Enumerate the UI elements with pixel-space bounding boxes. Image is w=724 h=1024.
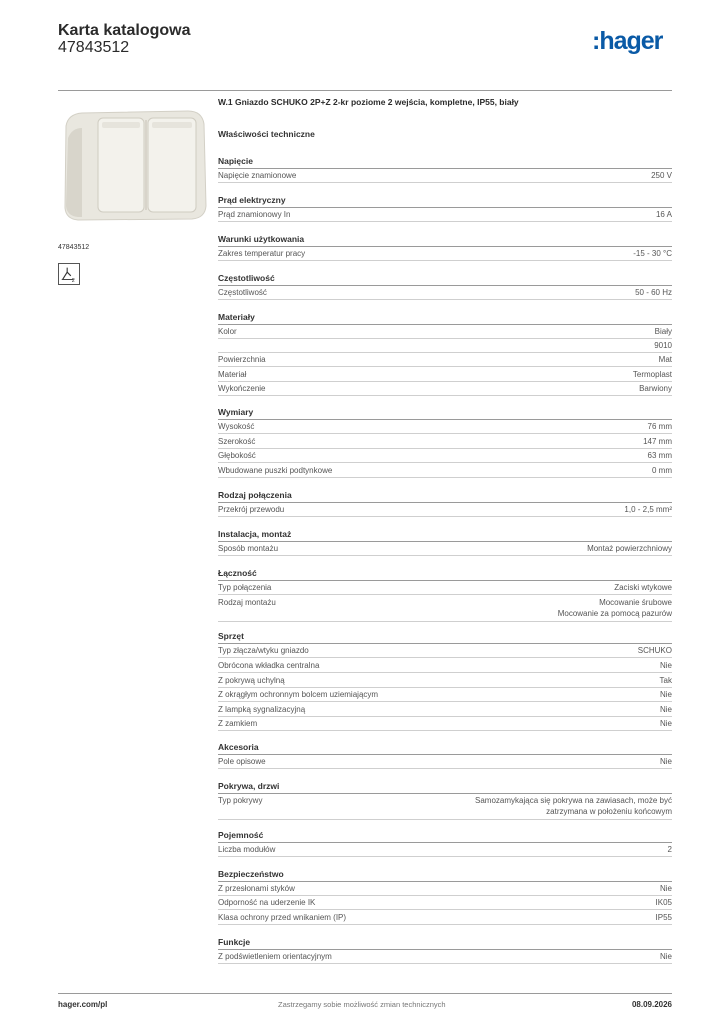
property-label: Sposób montażu <box>218 544 279 553</box>
property-row <box>218 755 672 769</box>
section-header <box>218 630 672 644</box>
installation-pictogram-icon <box>58 263 80 285</box>
section-title: Łączność <box>218 568 257 578</box>
property-value: 2 <box>667 845 672 854</box>
section-header <box>218 406 672 420</box>
property-value: SCHUKO <box>637 646 672 655</box>
row-divider <box>218 477 672 478</box>
property-row <box>218 882 672 896</box>
property-value: 1,0 - 2,5 mm² <box>624 505 672 514</box>
property-value: Nie <box>659 884 672 893</box>
property-row <box>218 542 672 556</box>
row-divider <box>218 462 672 463</box>
property-row <box>218 435 672 449</box>
property-value: IP55 <box>655 913 672 922</box>
property-value: Barwiony <box>639 384 672 393</box>
section-title: Instalacja, montaż <box>218 529 292 539</box>
property-label: Z okrągłym ochronnym bolcem uziemiającym <box>218 690 379 699</box>
product-heading: W.1 Gniazdo SCHUKO 2P+Z 2-kr poziome 2 wejścia, kompletne, IP55, biały <box>218 97 519 107</box>
property-label: Z zamkiem <box>218 719 258 728</box>
property-value: Mat <box>658 355 672 364</box>
row-divider <box>218 819 672 820</box>
section-title: Wymiary <box>218 407 254 417</box>
property-row <box>218 659 672 673</box>
property-row <box>218 382 672 396</box>
property-label: Z lampką sygnalizacyjną <box>218 705 306 714</box>
property-row <box>218 339 672 353</box>
property-label: Liczba modułów <box>218 845 276 854</box>
property-row <box>218 644 672 658</box>
property-value: 9010 <box>654 341 672 350</box>
property-label: Powierzchnia <box>218 355 266 364</box>
property-value: Montaż powierzchniowy <box>587 544 672 553</box>
property-label: Przekrój przewodu <box>218 505 285 514</box>
property-row <box>218 247 672 261</box>
row-divider <box>218 221 672 222</box>
section-title: Sprzęt <box>218 631 244 641</box>
property-value: 0 mm <box>652 466 672 475</box>
section-header <box>218 780 672 794</box>
section-title: Napięcie <box>218 156 253 166</box>
section-header <box>218 194 672 208</box>
property-label: Napięcie znamionowe <box>218 171 297 180</box>
svg-text:2: 2 <box>71 278 75 285</box>
property-value: Zaciski wtykowe <box>614 583 672 592</box>
property-value: 147 mm <box>643 437 672 446</box>
section-title: Prąd elektryczny <box>218 195 286 205</box>
property-row <box>218 703 672 717</box>
property-value: Nie <box>659 719 672 728</box>
row-divider <box>218 856 672 857</box>
section-header <box>218 311 672 325</box>
section-title: Rodzaj połączenia <box>218 490 292 500</box>
section-title: Bezpieczeństwo <box>218 869 284 879</box>
property-row <box>218 208 672 222</box>
property-value: -15 - 30 °C <box>633 249 672 258</box>
row-divider <box>218 909 672 910</box>
property-row <box>218 464 672 478</box>
section-header <box>218 829 672 843</box>
hager-logo-text: :hager <box>592 27 663 55</box>
image-number: 47843512 <box>58 244 90 251</box>
footer-website-link[interactable]: hager.com/pl <box>58 1000 108 1009</box>
section-header <box>218 741 672 755</box>
property-value-line: Mocowanie śrubowe <box>599 598 672 607</box>
property-label: Wysokość <box>218 422 255 431</box>
properties-title <box>218 128 672 142</box>
property-label: Częstotliwość <box>218 288 267 297</box>
section-header <box>218 936 672 950</box>
section-header <box>218 233 672 247</box>
property-row <box>218 843 672 857</box>
property-label: Rodzaj montażu <box>218 598 276 607</box>
property-row <box>218 503 672 517</box>
row-divider <box>218 924 672 925</box>
footer-date: 08.09.2026 <box>631 1000 672 1009</box>
property-row <box>218 688 672 702</box>
property-value: 250 V <box>651 171 672 180</box>
document-number: 47843512 <box>58 39 130 56</box>
document-title: Karta katalogowa <box>58 22 191 39</box>
property-label: Pole opisowe <box>218 757 266 766</box>
property-value-line: zatrzymana w położeniu końcowym <box>546 807 672 816</box>
row-divider <box>218 768 672 769</box>
property-label: Obrócona wkładka centralna <box>218 661 320 670</box>
row-divider <box>218 555 672 556</box>
footer-disclaimer: Zastrzegamy sobie możliwość zmian technicznych <box>278 1000 446 1009</box>
row-divider <box>218 260 672 261</box>
hager-logo <box>592 27 674 57</box>
property-value: Termoplast <box>632 370 672 379</box>
section-title: Pokrywa, drzwi <box>218 781 280 791</box>
row-divider <box>218 701 672 702</box>
section-header <box>218 567 672 581</box>
property-label: Wbudowane puszki podtynkowe <box>218 466 333 475</box>
section-header <box>218 272 672 286</box>
property-row <box>218 794 672 820</box>
property-label: Z pokrywą uchylną <box>218 676 285 685</box>
property-label: Typ pokrywy <box>218 796 263 805</box>
row-divider <box>218 366 672 367</box>
row-divider <box>218 730 672 731</box>
property-value: Nie <box>659 705 672 714</box>
row-divider <box>218 516 672 517</box>
row-divider <box>218 299 672 300</box>
section-header <box>218 868 672 882</box>
section-title: Funkcje <box>218 937 251 947</box>
property-row <box>218 911 672 925</box>
property-value <box>475 795 672 817</box>
property-value: Nie <box>659 690 672 699</box>
row-divider <box>218 433 672 434</box>
property-row <box>218 596 672 622</box>
property-value <box>558 597 672 619</box>
property-row <box>218 674 672 688</box>
row-divider <box>218 621 672 622</box>
property-label: Prąd znamionowy In <box>218 210 291 219</box>
property-row <box>218 950 672 964</box>
property-row <box>218 353 672 367</box>
property-value: Nie <box>659 757 672 766</box>
footer-divider <box>58 993 672 994</box>
property-value: Nie <box>659 952 672 961</box>
property-value-line: Samozamykająca się pokrywa na zawiasach, może być <box>475 796 672 805</box>
property-row <box>218 325 672 339</box>
section-title: Częstotliwość <box>218 273 275 283</box>
property-label: Kolor <box>218 327 237 336</box>
property-label: Głębokość <box>218 451 256 460</box>
property-value: 50 - 60 Hz <box>635 288 672 297</box>
section-title: Warunki użytkowania <box>218 234 305 244</box>
section-header <box>218 155 672 169</box>
property-label: Materiał <box>218 370 247 379</box>
row-divider <box>218 594 672 595</box>
product-image <box>58 98 210 234</box>
row-divider <box>218 672 672 673</box>
header-divider <box>58 90 672 91</box>
property-value-line: Mocowanie za pomocą pazurów <box>557 609 672 618</box>
property-label: Z przesłonami styków <box>218 884 295 893</box>
properties-title-label: Właściwości techniczne <box>218 129 315 139</box>
row-divider <box>218 395 672 396</box>
property-label: Szerokość <box>218 437 256 446</box>
property-value: Tak <box>659 676 672 685</box>
property-value: 63 mm <box>647 451 672 460</box>
property-row <box>218 717 672 731</box>
row-divider <box>218 182 672 183</box>
section-title: Pojemność <box>218 830 264 840</box>
property-label: Z podświetleniem orientacyjnym <box>218 952 332 961</box>
property-row <box>218 449 672 463</box>
property-row <box>218 420 672 434</box>
property-value: Nie <box>659 661 672 670</box>
property-label: Zakres temperatur pracy <box>218 249 306 258</box>
property-row <box>218 286 672 300</box>
property-label: Odporność na uderzenie IK <box>218 898 316 907</box>
property-row <box>218 169 672 183</box>
property-row <box>218 581 672 595</box>
property-row <box>218 368 672 382</box>
property-value: Biały <box>654 327 672 336</box>
section-header <box>218 489 672 503</box>
row-divider <box>218 963 672 964</box>
section-title: Akcesoria <box>218 742 259 752</box>
section-header <box>218 528 672 542</box>
property-value: 76 mm <box>647 422 672 431</box>
property-label: Typ złącza/wtyku gniazdo <box>218 646 309 655</box>
property-row <box>218 896 672 910</box>
property-label: Klasa ochrony przed wnikaniem (IP) <box>218 913 347 922</box>
property-label: Wykończenie <box>218 384 266 393</box>
property-value: IK05 <box>655 898 672 907</box>
row-divider <box>218 657 672 658</box>
property-label: Typ połączenia <box>218 583 272 592</box>
section-title: Materiały <box>218 312 255 322</box>
property-value: 16 A <box>655 210 672 219</box>
